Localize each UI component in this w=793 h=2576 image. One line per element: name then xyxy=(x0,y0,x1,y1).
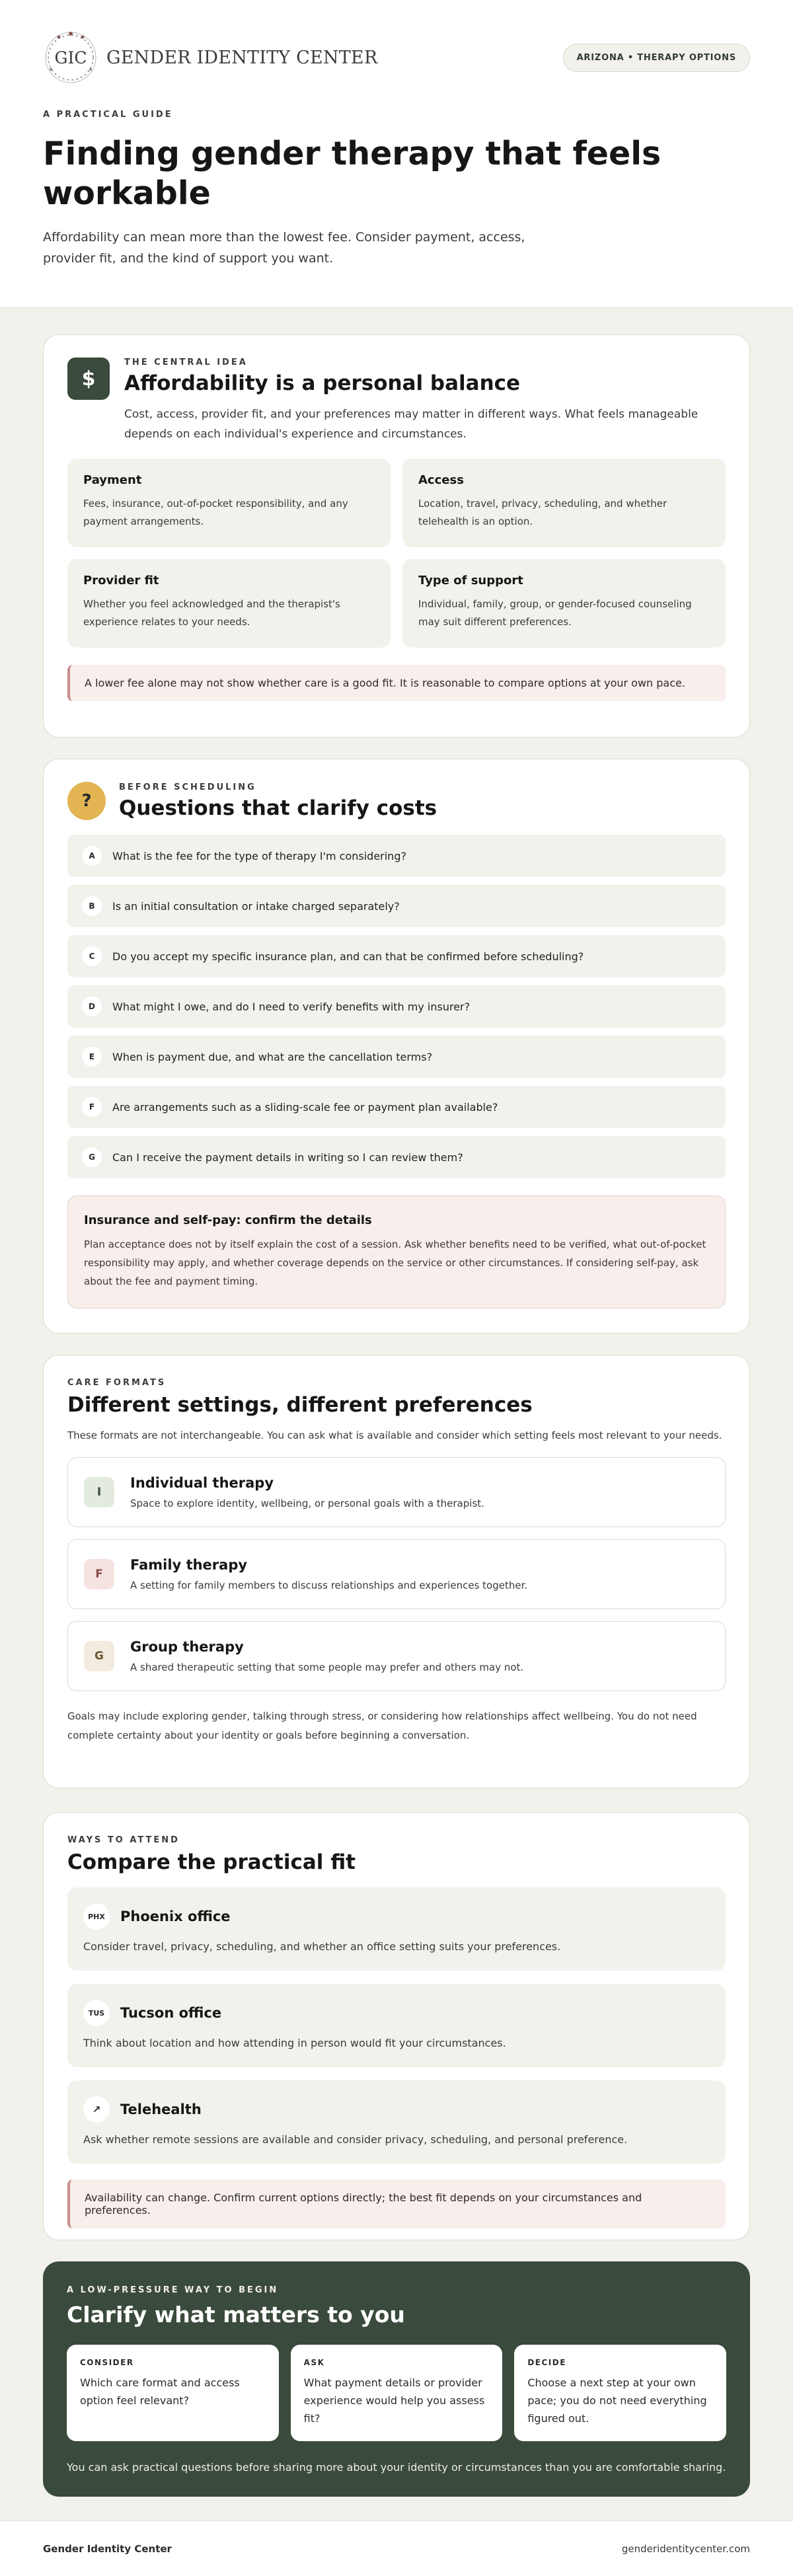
format-group xyxy=(67,1621,726,1691)
question-letter: B xyxy=(82,896,102,916)
factor-text: Individual, family, group, or gender-focused counseling may suit different preferences. xyxy=(418,598,692,628)
location-code-tucson: TUS xyxy=(83,2000,110,2026)
factor-payment xyxy=(67,459,391,547)
questions-eyebrow: BEFORE SCHEDULING xyxy=(119,782,256,792)
formats-desc: These formats are not interchangeable. You can ask what is available and consider which setting feels most relevant to your needs. xyxy=(67,1429,722,1441)
attend-text: Think about location and how attending in person would fit your circumstances. xyxy=(83,2037,506,2049)
hero-section xyxy=(0,0,793,308)
logo xyxy=(43,30,98,85)
care-formats-card xyxy=(43,1355,750,1788)
question-letter: E xyxy=(82,1047,102,1067)
step-text: What payment details or provider experience would help you assess fit? xyxy=(303,2376,485,2425)
factor-provider-fit xyxy=(67,559,391,648)
question-letter: G xyxy=(82,1147,102,1167)
callout-text: Plan acceptance does not by itself explain the cost of a session. Ask whether benefits need to be verified, what out-of-pocket responsibility may apply, and whether coverage depends on the service or other circumstances. If considering self-pay, ask about the fee and payment timing. xyxy=(84,1238,706,1287)
footer-link[interactable]: genderidentitycenter.com xyxy=(621,2542,750,2555)
step-label: ASK xyxy=(303,2358,325,2367)
format-badge-group: G xyxy=(84,1641,114,1671)
question-text: What might I owe, and do I need to verify benefits with my insurer? xyxy=(112,1000,471,1013)
cta-eyebrow: A LOW-PRESSURE WAY TO BEGIN xyxy=(67,2285,279,2295)
question-letter: A xyxy=(82,846,102,866)
factor-grid xyxy=(67,459,726,648)
question-item xyxy=(67,885,726,927)
formats-footnote: Goals may include exploring gender, talking through stress, or considering how relationships affect wellbeing. You do not need complete certainty about your identity or goals before beginning a conversation. xyxy=(67,1710,697,1741)
central-eyebrow: THE CENTRAL IDEA xyxy=(124,358,248,367)
step-label: DECIDE xyxy=(527,2358,566,2367)
factor-title: Payment xyxy=(83,473,142,487)
question-text: Are arrangements such as a sliding-scale fee or payment plan available? xyxy=(112,1100,498,1114)
attend-text: Ask whether remote sessions are available and consider privacy, scheduling, and personal preference. xyxy=(83,2133,628,2146)
hero-lede: Affordability can mean more than the lowest fee. Consider payment, access, provider fit, and the kind of support you want. xyxy=(43,230,525,266)
questions-card xyxy=(43,759,750,1334)
attend-phoenix xyxy=(67,1887,726,1971)
callout-title: Insurance and self-pay: confirm the details xyxy=(84,1213,372,1227)
attend-card xyxy=(43,1812,750,2240)
question-item xyxy=(67,935,726,977)
question-item xyxy=(67,1086,726,1128)
question-list xyxy=(67,835,726,1178)
attend-note: Availability can change. Confirm current options directly; the best fit depends on your circumstances and preferences. xyxy=(67,2179,726,2228)
top-bar xyxy=(43,29,750,86)
format-text: A shared therapeutic setting that some people may prefer and others may not. xyxy=(130,1661,524,1673)
format-family xyxy=(67,1539,726,1609)
format-title: Group therapy xyxy=(130,1639,244,1655)
footer-brand: Gender Identity Center xyxy=(43,2542,172,2555)
questions-title: Questions that clarify costs xyxy=(119,796,437,820)
dollar-icon: $ xyxy=(67,358,110,400)
question-mark-icon: ? xyxy=(67,782,106,820)
factor-text: Whether you feel acknowledged and the therapist's experience relates to your needs. xyxy=(83,598,340,628)
question-text: Do you accept my specific insurance plan, and can that be confirmed before scheduling? xyxy=(112,950,584,963)
brand-name: GENDER IDENTITY CENTER xyxy=(106,47,378,68)
brand[interactable] xyxy=(43,30,377,85)
location-code-phoenix: PHX xyxy=(83,1903,110,1930)
factor-text: Location, travel, privacy, scheduling, and whether telehealth is an option. xyxy=(418,498,667,527)
step-grid xyxy=(67,2345,726,2441)
attend-title-telehealth: Telehealth xyxy=(120,2102,202,2117)
page-title: Finding gender therapy that feels workable xyxy=(43,135,661,212)
attend-telehealth xyxy=(67,2080,726,2164)
question-letter: F xyxy=(82,1097,102,1117)
question-text: Is an initial consultation or intake charged separately? xyxy=(112,899,400,913)
formats-title: Different settings, different preferences xyxy=(67,1393,533,1417)
arrow-up-right-icon: ↗ xyxy=(83,2096,110,2123)
attend-eyebrow: WAYS TO ATTEND xyxy=(67,1835,180,1845)
central-title: Affordability is a personal balance xyxy=(124,371,521,395)
attend-tucson xyxy=(67,1984,726,2067)
format-title: Family therapy xyxy=(130,1557,248,1573)
hero-eyebrow: A PRACTICAL GUIDE xyxy=(43,110,173,120)
format-individual xyxy=(67,1457,726,1527)
question-letter: C xyxy=(82,946,102,966)
cta-section xyxy=(43,2261,750,2497)
question-letter: D xyxy=(82,997,102,1016)
cta-foot: You can ask practical questions before sharing more about your identity or circumstances than you are comfortable sharing. xyxy=(67,2461,726,2474)
factor-type-of-support xyxy=(402,559,726,648)
attend-title-tucson: Tucson office xyxy=(120,2005,222,2021)
factor-title: Provider fit xyxy=(83,574,159,587)
question-item xyxy=(67,835,726,877)
question-text: What is the fee for the type of therapy I'm considering? xyxy=(112,849,406,862)
format-text: Space to explore identity, wellbeing, or personal goals with a therapist. xyxy=(130,1497,484,1509)
step-consider xyxy=(67,2345,279,2441)
factor-title: Access xyxy=(418,473,464,487)
cta-title: Clarify what matters to you xyxy=(67,2302,405,2328)
central-note: A lower fee alone may not show whether care is a good fit. It is reasonable to compare options at your own pace. xyxy=(67,665,726,701)
footer xyxy=(0,2520,793,2576)
format-badge-individual: I xyxy=(84,1477,114,1507)
step-ask xyxy=(291,2345,503,2441)
insurance-callout xyxy=(67,1195,726,1308)
step-label: CONSIDER xyxy=(80,2358,134,2367)
factor-title: Type of support xyxy=(418,574,523,587)
central-desc: Cost, access, provider fit, and your preferences may matter in different ways. What feels manageable depends on each individual's experience and circumstances. xyxy=(124,408,699,441)
step-decide xyxy=(514,2345,726,2441)
formats-eyebrow: CARE FORMATS xyxy=(67,1378,167,1388)
attend-title-phoenix: Phoenix office xyxy=(120,1909,231,1924)
factor-access xyxy=(402,459,726,547)
central-idea-card xyxy=(43,334,750,738)
question-item xyxy=(67,985,726,1028)
attend-title: Compare the practical fit xyxy=(67,1850,356,1874)
question-text: When is payment due, and what are the cancellation terms? xyxy=(112,1050,433,1063)
question-item xyxy=(67,1136,726,1178)
step-text: Which care format and access option feel relevant? xyxy=(80,2376,240,2407)
region-pill: ARIZONA • THERAPY OPTIONS xyxy=(563,44,750,72)
question-text: Can I receive the payment details in writing so I can review them? xyxy=(112,1151,463,1164)
logo-letters: GIC xyxy=(54,48,87,67)
attend-text: Consider travel, privacy, scheduling, and whether an office setting suits your preferences. xyxy=(83,1940,561,1953)
format-badge-family: F xyxy=(84,1559,114,1589)
question-item xyxy=(67,1036,726,1078)
format-text: A setting for family members to discuss relationships and experiences together. xyxy=(130,1579,528,1591)
factor-text: Fees, insurance, out-of-pocket responsibility, and any payment arrangements. xyxy=(83,498,348,527)
format-title: Individual therapy xyxy=(130,1475,274,1491)
step-text: Choose a next step at your own pace; you do not need everything figured out. xyxy=(527,2376,707,2425)
